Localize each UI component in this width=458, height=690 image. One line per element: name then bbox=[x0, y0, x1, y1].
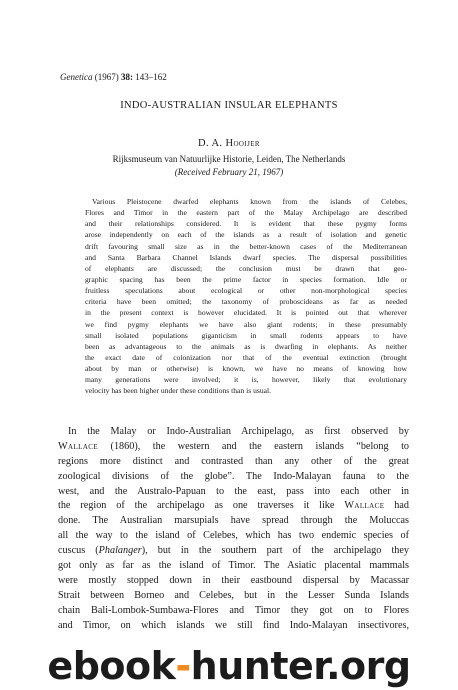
journal-pages: 143–162 bbox=[135, 72, 167, 82]
genus-name: Phalanger bbox=[98, 545, 142, 557]
author-name: D. A. Hooijer bbox=[198, 138, 260, 149]
body-line: Wallace (1860), the western and the eastern islands “belong to bbox=[58, 440, 409, 452]
journal-volume: 38: bbox=[120, 72, 133, 82]
watermark-logo: ebook-hunter.org bbox=[47, 644, 411, 688]
body-line: Strait between Borneo and Celebes, but in the Lesser Sunda Islands bbox=[58, 589, 409, 601]
body-paragraph bbox=[58, 425, 409, 633]
body-line: the region of the archipelago as one traverses it like Wallace had bbox=[58, 500, 409, 512]
abstract-line: we find pygmy elephants we have also giant rodents; in these presumably bbox=[85, 319, 407, 329]
abstract-line: criteria have been omitted; the taxonomy of proboscideans as far as needed bbox=[85, 297, 407, 307]
abstract-line: in the present context is however elucidated. It is pointed out that wherever bbox=[85, 308, 407, 318]
body-line: In the Malay or Indo-Australian Archipelago, as first observed by bbox=[68, 426, 409, 437]
abstract-line: and their relationships considered. It is evident that these pygmy forms bbox=[85, 219, 407, 229]
body-line: zoological divisions of the globe”. The Indo-Malayan fauna to the bbox=[58, 470, 409, 482]
body-line: cuscus (Phalanger), but in the southern part of the archipelago they bbox=[58, 545, 409, 557]
abstract-line: drift favouring small size as in the better-known cases of the Mediterranean bbox=[85, 241, 407, 251]
abstract-line: Various Pleistocene dwarfed elephants known from the islands of Celebes, bbox=[92, 197, 407, 206]
body-line: regions more distinct and contrasted than any other of the great bbox=[58, 455, 409, 467]
abstract-line: Flores and Timor in the eastern part of the Malay Archipelago are described bbox=[85, 208, 407, 218]
body-line: west, and the Australo-Papuan to the east, pass into each other in bbox=[58, 485, 409, 497]
cited-author: Wallace bbox=[344, 500, 385, 512]
abstract-line: small isolated populations giganticism in small rodents appears to have bbox=[85, 330, 407, 340]
abstract bbox=[85, 196, 407, 397]
paper-title: INDO-AUSTRALIAN INSULAR ELEPHANTS bbox=[120, 100, 338, 111]
journal-year: (1967) bbox=[94, 72, 119, 82]
abstract-line: been as advantageous to the animals as is dwarfing in elephants. As neither bbox=[85, 341, 407, 351]
body-line: chain Bali-Lombok-Sumbawa-Flores and Timor they got on to Flores bbox=[58, 604, 409, 616]
body-line: all the way to the island of Celebes, which has two endemic species of bbox=[58, 530, 409, 542]
abstract-line: arose independently on each of the islands as a result of isolation and genetic bbox=[85, 230, 407, 240]
received-date: (Received February 21, 1967) bbox=[174, 167, 284, 177]
author-affiliation: Rijksmuseum van Natuurlijke Historie, Leiden, The Netherlands bbox=[112, 154, 346, 164]
abstract-line: and Santa Barbara Channel Islands dwarf species. The dispersal possibilities bbox=[85, 252, 407, 262]
abstract-line: many generations were involved; it is, however, likely that evolutionary bbox=[85, 375, 407, 385]
journal-name: Genetica bbox=[60, 72, 93, 82]
body-line: got only as far as the island of Timor. The Asiatic placental mammals bbox=[58, 560, 409, 572]
abstract-line: velocity has been higher under these conditions than is usual. bbox=[85, 386, 272, 396]
abstract-line: the exact date of colonization nor that of the eventual extinction (brought bbox=[85, 352, 407, 362]
abstract-line: graphic spacing has been the prime factor in species formation. Idle or bbox=[85, 274, 407, 284]
cited-author: Wallace bbox=[58, 440, 99, 452]
abstract-line: of elephants are discussed; the conclusion must be drawn that geo- bbox=[85, 263, 407, 273]
abstract-line: fruitless speculations about ecological or other non-morphological species bbox=[85, 286, 407, 296]
body-line: were mostly stopped down in their eastbound dispersal by Macassar bbox=[58, 574, 409, 586]
body-line: done. The Australian marsupials have spread through the Moluccas bbox=[58, 515, 409, 527]
body-line: and Timor, on which islands we still find Indo-Malayan insectivores, bbox=[58, 619, 409, 631]
abstract-line: about by man or otherwise) is known, we have no means of knowing how bbox=[85, 364, 407, 374]
journal-citation bbox=[60, 72, 167, 83]
